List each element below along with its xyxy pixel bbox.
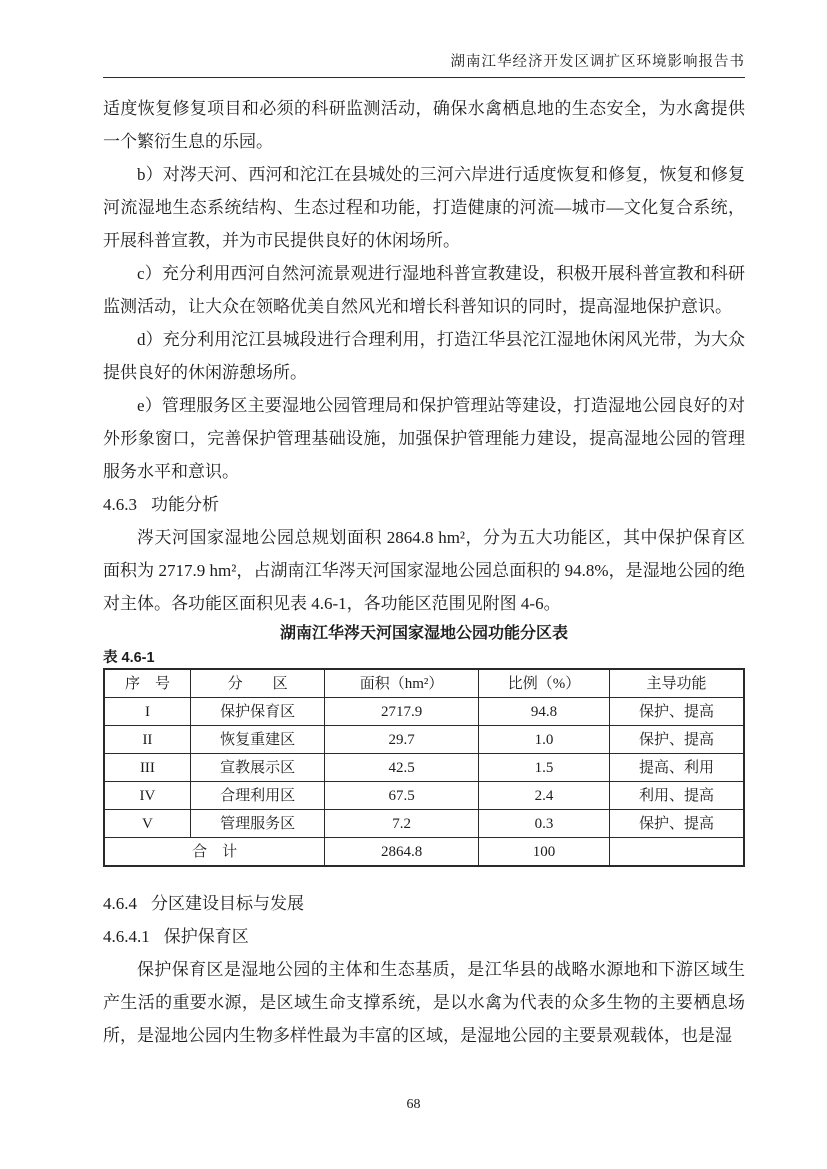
section-number: 4.6.4 (103, 894, 137, 913)
cell-zone: 合理利用区 (190, 782, 324, 810)
cell-area: 42.5 (325, 754, 479, 782)
cell-area: 29.7 (325, 726, 479, 754)
cell-serial: II (104, 726, 190, 754)
page-number: 68 (406, 1097, 421, 1112)
column-header-serial: 序 号 (104, 669, 190, 698)
cell-function: 保护、提高 (610, 810, 744, 838)
section-number: 4.6.4.1 (103, 927, 150, 946)
paragraph-item-b: b）对涔天河、西河和沱江在县城处的三河六岸进行适度恢复和修复，恢复和修复河流湿地生态系统结构、生态过程和功能，打造健康的河流—城市—文化复合系统，开展科普宣教，并为市民提供良好的休闲场所。 (103, 165, 745, 250)
cell-zone: 管理服务区 (190, 810, 324, 838)
table-row (104, 782, 744, 810)
table-total-row (104, 838, 744, 867)
cell-function: 保护、提高 (610, 726, 744, 754)
paragraph-continuation: 适度恢复修复项目和必须的科研监测活动，确保水禽栖息地的生态安全，为水禽提供一个繁衍生息的乐园。 (103, 99, 745, 151)
table-row (104, 754, 744, 782)
paragraph-item-e: e）管理服务区主要湿地公园管理局和保护管理站等建设，打造湿地公园良好的对外形象窗口，完善保护管理基础设施，加强保护管理能力建设，提高湿地公园的管理服务水平和意识。 (103, 396, 745, 481)
table-row (104, 810, 744, 838)
section-heading-4-6-3 (103, 488, 745, 521)
cell-total-function (610, 838, 744, 867)
cell-serial: V (104, 810, 190, 838)
paragraph-function-analysis: 涔天河国家湿地公园总规划面积 2864.8 hm²，分为五大功能区，其中保护保育区面积为 2717.9 hm²，占湖南江华涔天河国家湿地公园总面积的 94.8%，是湿地公园的绝对主体。各功能区面积见表 4.6-1，各功能区范围见附图 4-6。 (103, 528, 745, 613)
page-footer (0, 1097, 827, 1113)
cell-area: 67.5 (325, 782, 479, 810)
table-caption: 湖南江华涔天河国家湿地公园功能分区表 (279, 625, 568, 642)
cell-zone: 保护保育区 (190, 698, 324, 726)
section-heading-4-6-4 (103, 887, 745, 920)
cell-total-area: 2864.8 (325, 838, 479, 867)
paragraph-protection-zone: 保护保育区是湿地公园的主体和生态基质，是江华县的战略水源地和下游区域生产生活的重要水源，是区域生命支撑系统，是以水禽为代表的众多生物的主要栖息场所，是湿地公园内生物多样性最为丰富的区域，是湿地公园的主要景观载体，也是湿 (103, 960, 745, 1045)
cell-serial: IV (104, 782, 190, 810)
paragraph-item-c: c）充分利用西河自然河流景观进行湿地科普宣教建设，积极开展科普宣教和科研监测活动，让大众在领略优美自然风光和增长科普知识的同时，提高湿地保护意识。 (103, 264, 745, 316)
section-heading-4-6-4-1 (103, 920, 745, 953)
cell-ratio: 94.8 (478, 698, 609, 726)
cell-area: 7.2 (325, 810, 479, 838)
section-title: 保护保育区 (163, 927, 249, 946)
section-title: 分区建设目标与发展 (151, 894, 304, 913)
table-row (104, 698, 744, 726)
cell-total-label: 合 计 (104, 838, 325, 867)
cell-ratio: 1.0 (478, 726, 609, 754)
cell-zone: 宣教展示区 (190, 754, 324, 782)
cell-ratio: 0.3 (478, 810, 609, 838)
column-header-area: 面积（hm²） (325, 669, 479, 698)
cell-function: 保护、提高 (610, 698, 744, 726)
table-label: 表 4.6-1 (103, 650, 155, 666)
page-header (103, 50, 745, 78)
cell-serial: III (104, 754, 190, 782)
table-row (104, 726, 744, 754)
cell-function: 利用、提高 (610, 782, 744, 810)
section-title: 功能分析 (151, 495, 219, 514)
column-header-function: 主导功能 (610, 669, 744, 698)
cell-total-ratio: 100 (478, 838, 609, 867)
cell-ratio: 2.4 (478, 782, 609, 810)
cell-zone: 恢复重建区 (190, 726, 324, 754)
column-header-ratio: 比例（%） (478, 669, 609, 698)
cell-function: 提高、利用 (610, 754, 744, 782)
cell-serial: I (104, 698, 190, 726)
paragraph-item-d: d）充分利用沱江县城段进行合理利用，打造江华县沱江湿地休闲风光带，为大众提供良好的休闲游憩场所。 (103, 330, 745, 382)
table-header-row (104, 669, 744, 698)
function-zone-table (103, 668, 745, 867)
section-number: 4.6.3 (103, 495, 137, 514)
cell-ratio: 1.5 (478, 754, 609, 782)
page-content (103, 92, 745, 1052)
cell-area: 2717.9 (325, 698, 479, 726)
column-header-zone: 分 区 (190, 669, 324, 698)
report-title: 湖南江华经济开发区调扩区环境影响报告书 (450, 54, 745, 70)
